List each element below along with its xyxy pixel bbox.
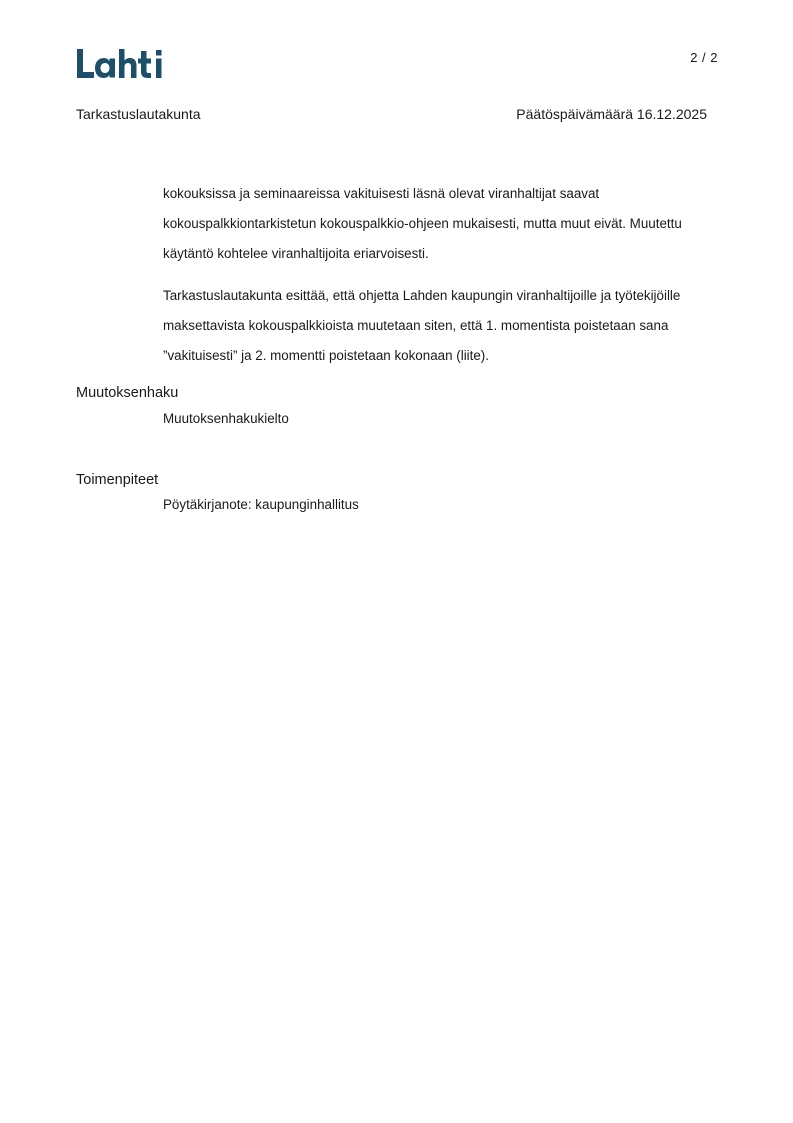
appeal-heading: Muutoksenhaku [76, 385, 179, 401]
lahti-logo-mark [75, 46, 167, 82]
actions-heading: Toimenpiteet [76, 472, 159, 488]
organization-name: Tarkastuslautakunta [76, 106, 201, 122]
page-number: 2 / 2 [690, 50, 718, 65]
appeal-text: Muutoksenhakukielto [163, 411, 289, 426]
decision-date: Päätöspäivämäärä 16.12.2025 [516, 106, 707, 122]
actions-text: Pöytäkirjanote: kaupunginhallitus [163, 497, 359, 512]
paragraph: kokouksissa ja seminaareissa vakituisesti läsnä olevat viranhaltijat saavat kokouspalkkiontarkistetun kokouspalkkio-ohjeen mukaisesti, mutta muut eivät. Muutettu käytäntö kohtelee viranhaltijoita eriarvoisesti. [163, 186, 682, 261]
paragraph: Tarkastuslautakunta esittää, että ohjetta Lahden kaupungin viranhaltijoille ja työtekijöille maksettavista kokouspalkkioista muutetaan siten, että 1. momentista poistetaan sana ”vakituisesti” ja 2. momentti poistetaan kokonaan (liite). [163, 288, 681, 363]
lahti-logo [75, 46, 167, 82]
body-text [163, 179, 723, 383]
